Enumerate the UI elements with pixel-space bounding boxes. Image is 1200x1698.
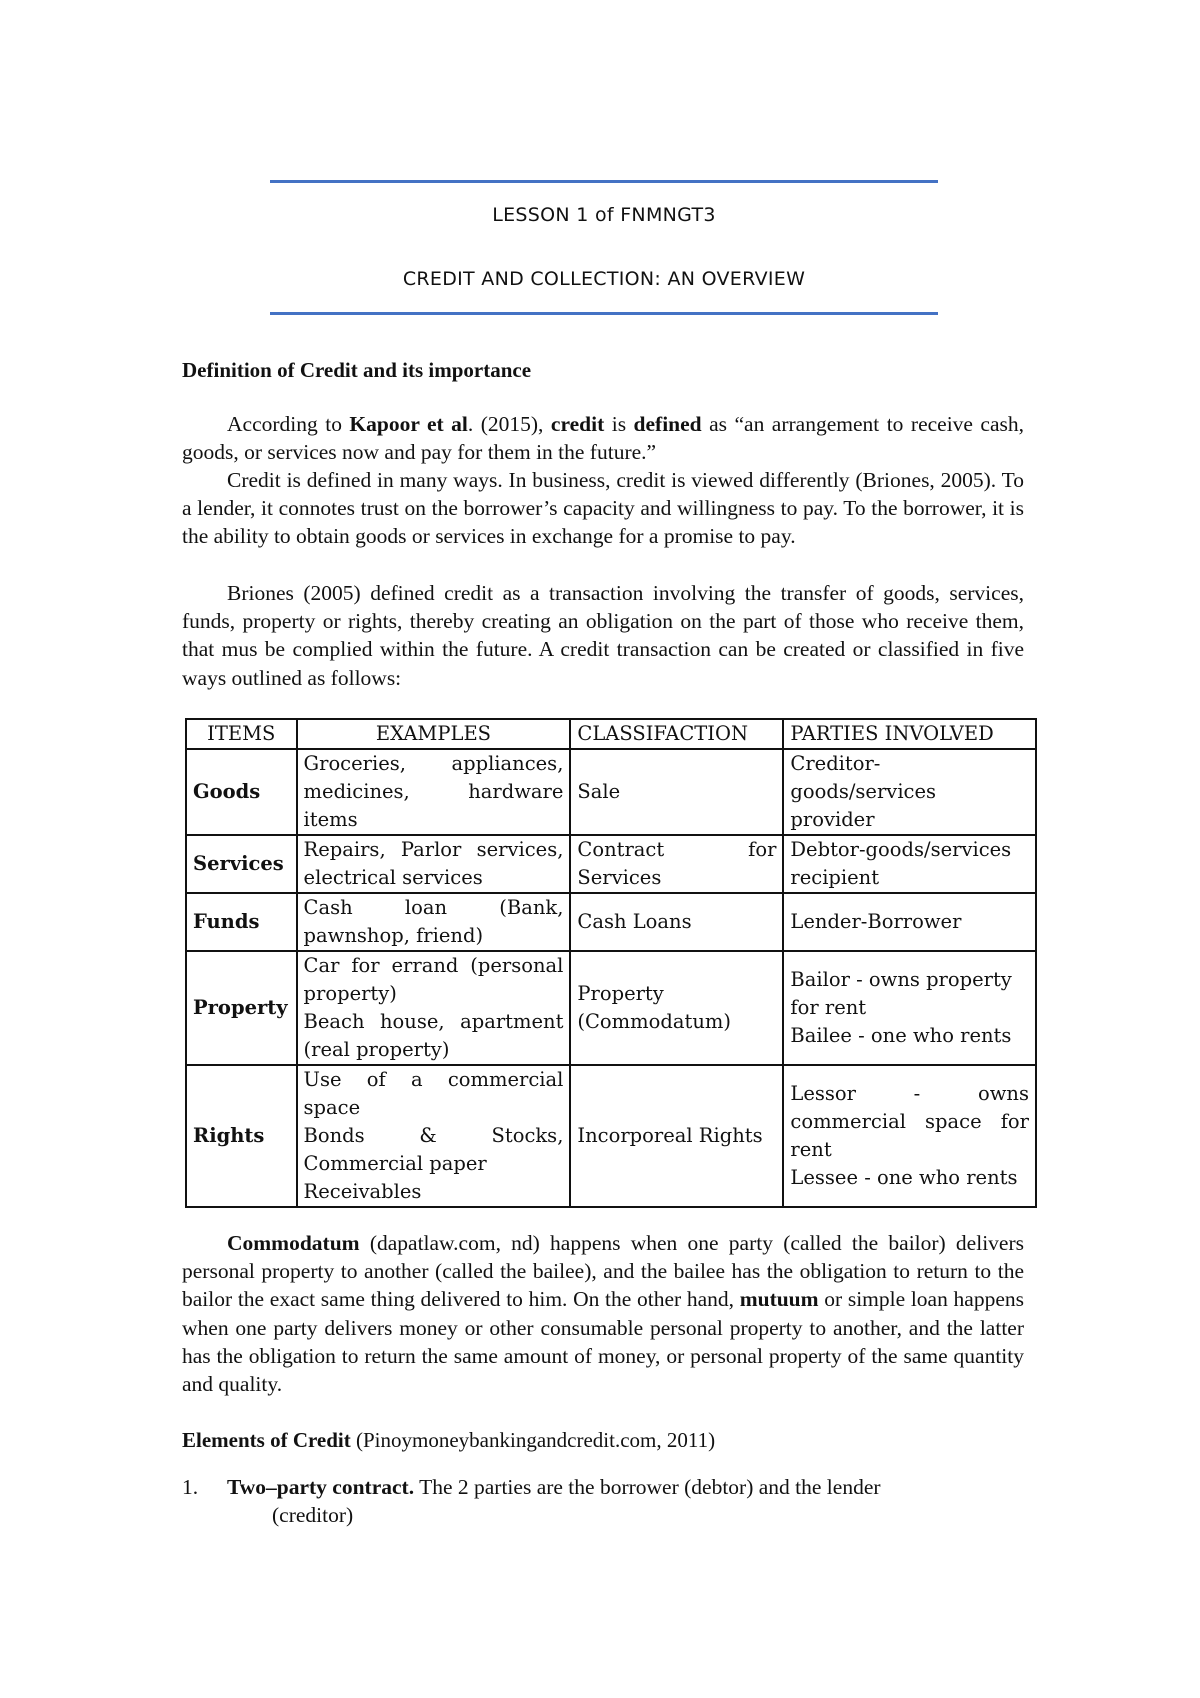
row-classification: Sale: [570, 749, 783, 835]
table-row: [186, 1065, 1036, 1207]
row-item: Funds: [186, 893, 297, 951]
paragraph-credit-views: [182, 466, 1024, 551]
row-examples: [297, 1065, 571, 1207]
party-line: commercial space for: [790, 1110, 1029, 1133]
table-row: [186, 749, 1036, 835]
example-line: Beach house, apartment: [303, 1010, 564, 1033]
party-line: recipient: [790, 866, 880, 889]
p1-text-c: is: [604, 412, 634, 436]
table-row: [186, 835, 1036, 893]
row-examples: [297, 951, 571, 1065]
commodatum-text-b: or simple loan happens when one party delivers money or other consumable personal property to another, and the latter has the obligation to return the same amount of money, or personal property of the same quantity and quality.: [182, 1287, 1024, 1397]
example-line: (real property): [303, 1038, 450, 1061]
row-examples: [297, 835, 571, 893]
paragraph-definition: [182, 410, 1024, 466]
section-heading-elements: [182, 1426, 1024, 1454]
p1-text-b: . (2015),: [467, 412, 551, 436]
example-line: Receivables: [303, 1180, 422, 1203]
example-line: medicines, hardware: [303, 780, 564, 803]
party-line: goods/services: [790, 780, 937, 803]
row-examples: [297, 749, 571, 835]
example-line: Use of a commercial: [303, 1068, 564, 1091]
mutuum-term: mutuum: [739, 1287, 819, 1312]
header-rule-top: [270, 180, 938, 183]
page-title: CREDIT AND COLLECTION: AN OVERVIEW: [402, 268, 806, 290]
credit-classification-table: [185, 718, 1037, 1208]
row-item: Services: [186, 835, 297, 893]
example-line: pawnshop, friend): [303, 924, 484, 947]
row-item: Rights: [186, 1065, 297, 1207]
row-parties: [783, 749, 1036, 835]
lesson-label: LESSON 1 of FNMNGT3: [492, 204, 716, 226]
example-line: property): [303, 982, 397, 1005]
row-classification: Cash Loans: [570, 893, 783, 951]
example-line: Cash loan (Bank,: [303, 896, 564, 919]
p1-text-d: as “an arrangement to receive cash, goods, or services now and pay for them in the future.”: [182, 412, 1025, 465]
example-line: Groceries, appliances,: [303, 752, 564, 775]
list-item-body-continued: (creditor): [272, 1503, 354, 1527]
party-line: Creditor-: [790, 752, 881, 775]
party-line: Debtor-goods/services: [790, 838, 1012, 861]
party-line: rent: [790, 1138, 832, 1161]
example-line: Repairs, Parlor services,: [303, 838, 564, 861]
example-line: electrical services: [303, 866, 483, 889]
row-parties: [783, 835, 1036, 893]
party-line: Lessee - one who rents: [790, 1166, 1018, 1189]
party-line: Lender-Borrower: [790, 910, 962, 933]
table-header-classification: CLASSIFACTION: [570, 719, 783, 749]
p2-text: Credit is defined in many ways. In business, credit is viewed differently (Briones, 2005). To a lender, it connotes trust on the borrower’s capacity and willingness to pay. To the borrower, it is the ability to obtain goods or services in exchange for a promise to pay.: [182, 468, 1024, 549]
row-parties: [783, 951, 1036, 1065]
commodatum-term: Commodatum: [227, 1231, 360, 1255]
example-line: Bonds & Stocks,: [303, 1124, 564, 1147]
row-classification: Contract for Services: [570, 835, 783, 893]
list-item-number: 1.: [182, 1475, 199, 1499]
example-line: items: [303, 808, 358, 831]
commodatum-text-a: (dapatlaw.com, nd) happens when one party (called the bailor) delivers personal property to another (called the bailee), and the bailee has the obligation to return to the bailor the exact same thing delivered to him. On the other hand,: [182, 1231, 1024, 1312]
row-item: Goods: [186, 749, 297, 835]
list-item-body: The 2 parties are the borrower (debtor) and the lender: [414, 1475, 881, 1499]
table-header-row: [186, 719, 1036, 749]
row-item: Property: [186, 951, 297, 1065]
p1-credit-term: credit: [550, 412, 605, 436]
paragraph-commodatum: [182, 1229, 1024, 1398]
party-line: Lessor - owns: [790, 1082, 1029, 1105]
row-classification: Incorporeal Rights: [570, 1065, 783, 1207]
party-line: provider: [790, 808, 875, 831]
party-line: Bailor - owns property: [790, 968, 1012, 991]
p1-author: Kapoor et al: [349, 412, 468, 436]
row-classification: Property (Commodatum): [570, 951, 783, 1065]
table-row: [186, 951, 1036, 1065]
paragraph-briones: [182, 579, 1024, 692]
row-parties: [783, 1065, 1036, 1207]
elements-source: (Pinoymoneybankingandcredit.com, 2011): [350, 1428, 716, 1452]
table-header-items: ITEMS: [186, 719, 297, 749]
p1-defined-term: defined: [633, 412, 702, 436]
example-line: space: [303, 1096, 361, 1119]
table-header-examples: EXAMPLES: [297, 719, 571, 749]
party-line: for rent: [790, 996, 867, 1019]
header-rule-bottom: [270, 312, 938, 315]
party-line: Bailee - one who rents: [790, 1024, 1012, 1047]
table-row: [186, 893, 1036, 951]
example-line: Car for errand (personal: [303, 954, 564, 977]
row-examples: [297, 893, 571, 951]
example-line: Commercial paper: [303, 1152, 487, 1175]
section-heading-definition: Definition of Credit and its importance: [182, 358, 532, 382]
p3-text: Briones (2005) defined credit as a transaction involving the transfer of goods, services, funds, property or rights, thereby creating an obligation on the part of those who receive them, that mus be complied within the future. A credit transaction can be created or classified in five ways outlined as follows:: [182, 581, 1024, 690]
list-item-title: Two–party contract.: [227, 1475, 415, 1499]
p1-text-a: According to: [227, 412, 350, 436]
table-header-parties: PARTIES INVOLVED: [783, 719, 1036, 749]
row-parties: [783, 893, 1036, 951]
list-item-text: [227, 1473, 1027, 1501]
elements-heading: Elements of Credit: [182, 1428, 351, 1452]
